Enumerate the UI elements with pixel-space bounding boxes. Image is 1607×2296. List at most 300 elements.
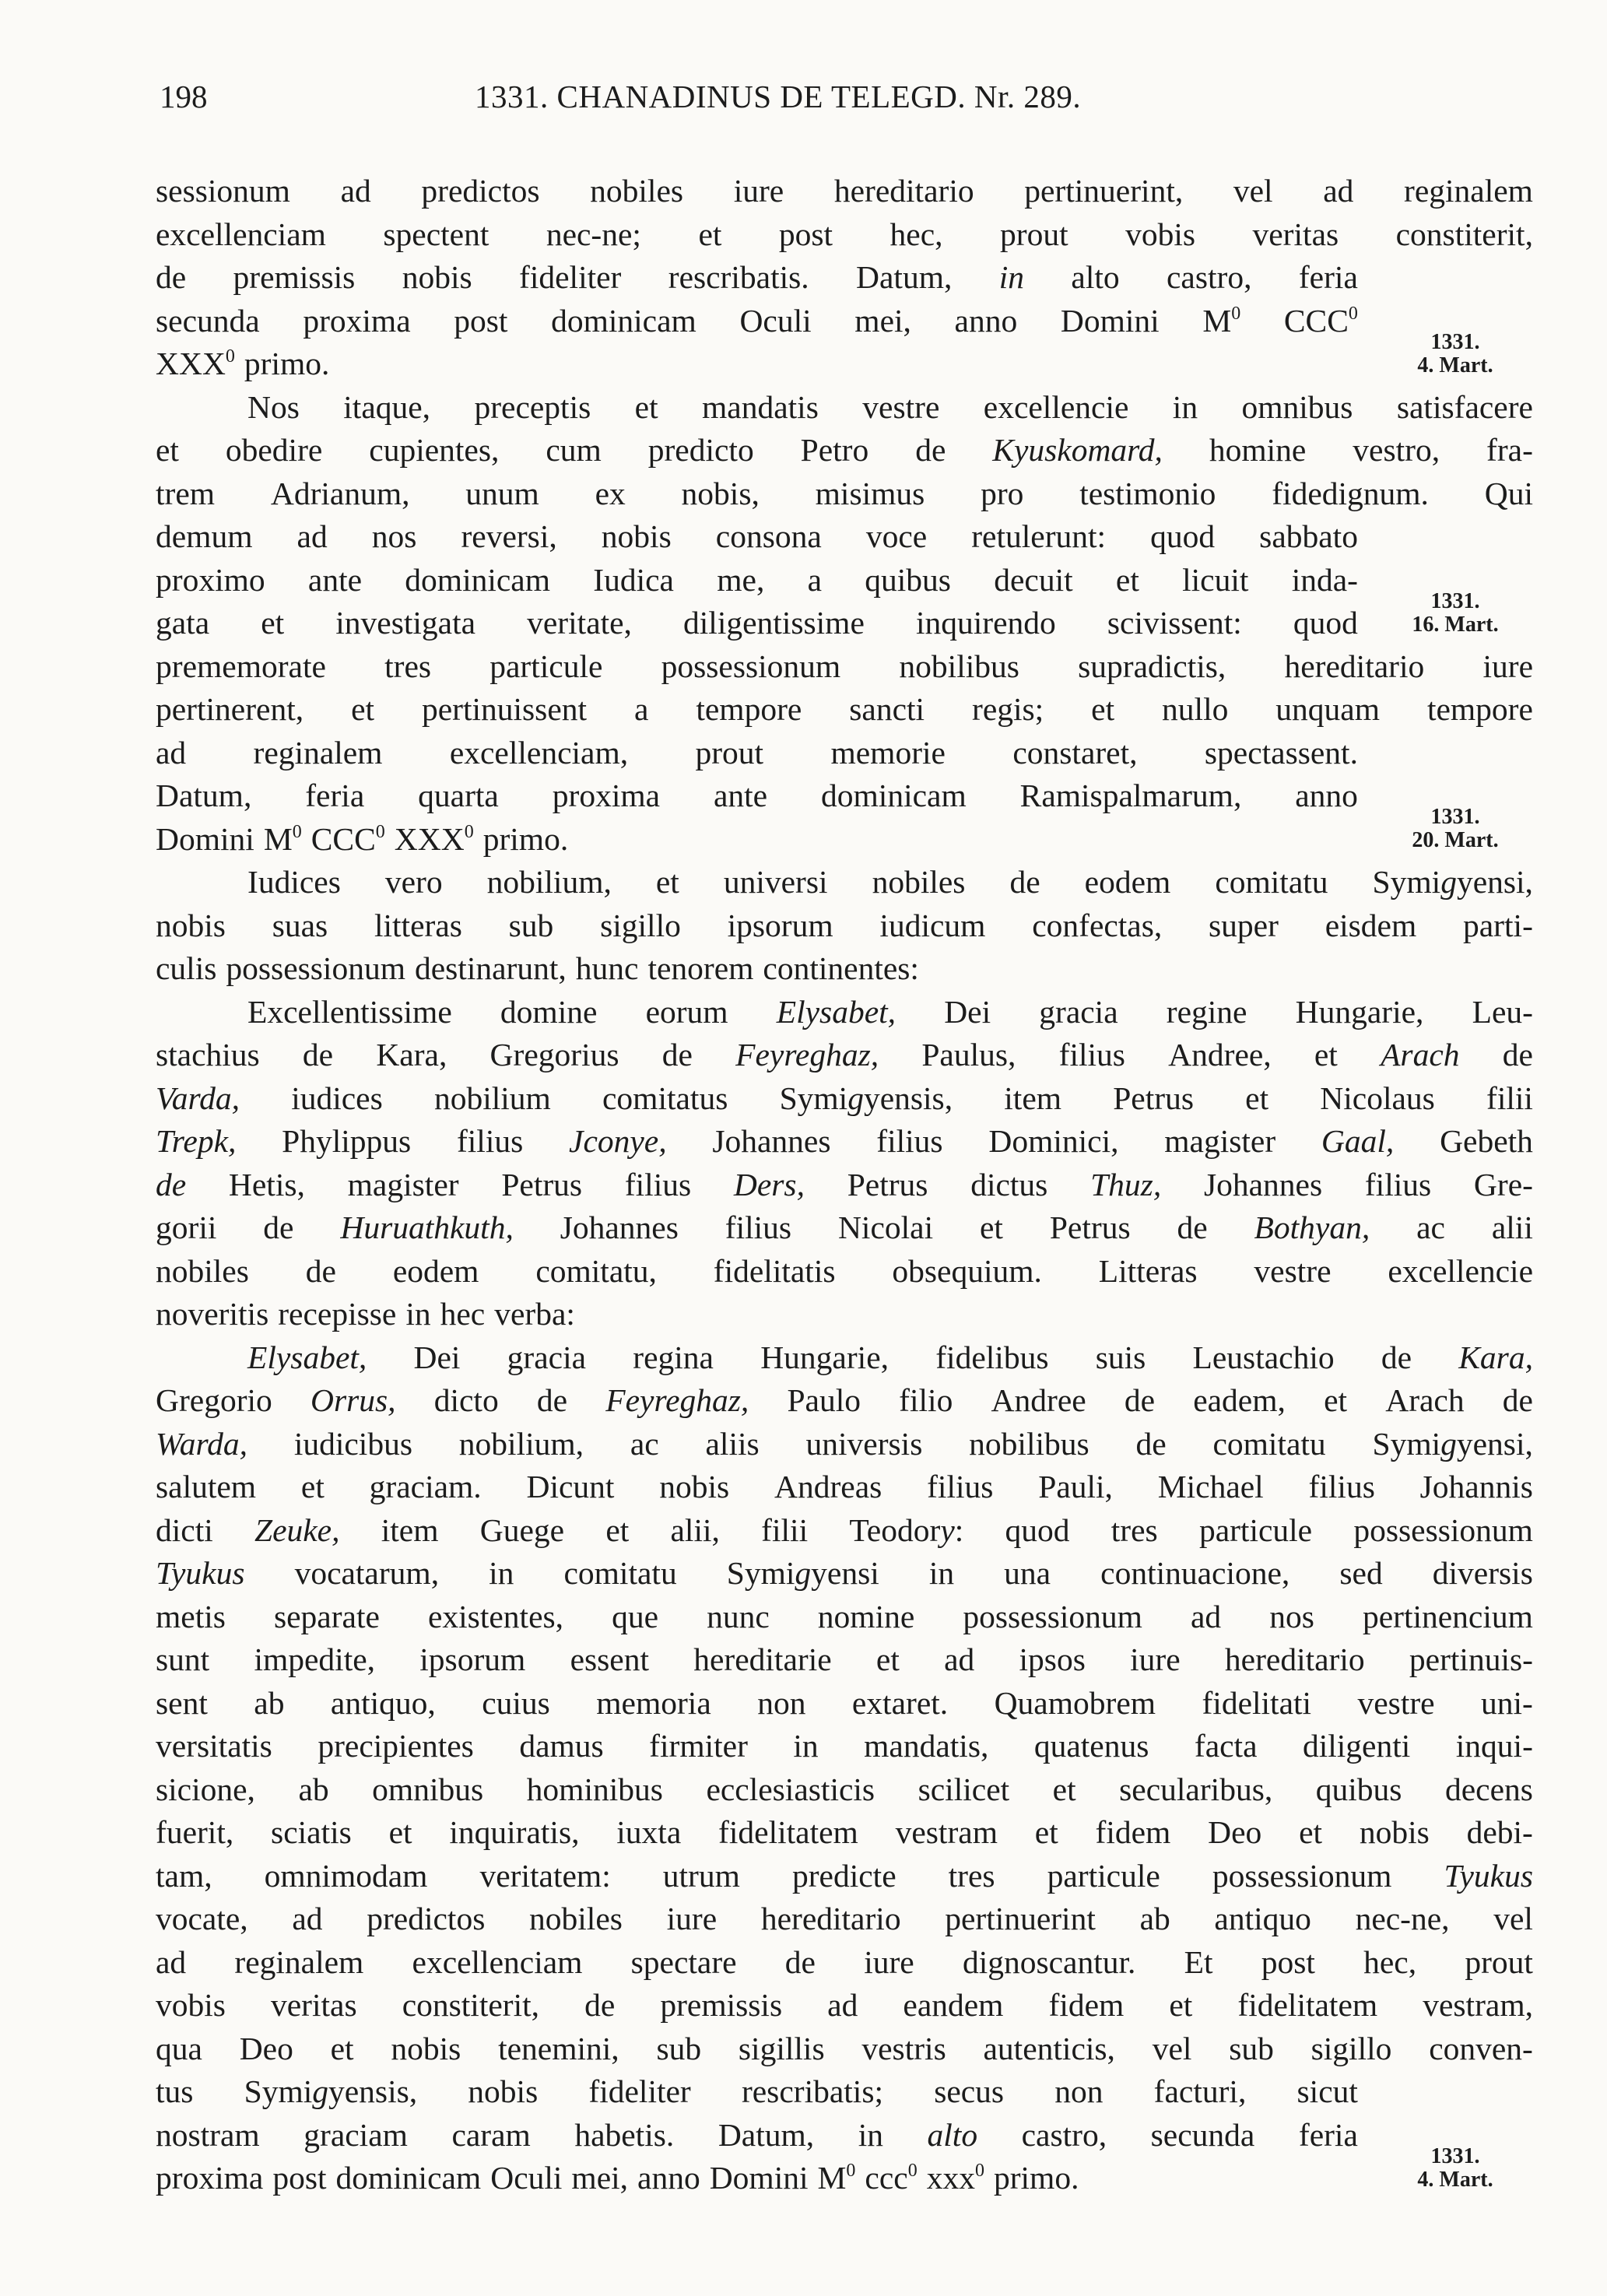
text-line [156, 472, 1533, 516]
word: facturi, [1153, 2073, 1247, 2109]
word: omnibus [1241, 388, 1353, 425]
word: ad [156, 734, 187, 771]
word: dignoscantur. [962, 1943, 1136, 1980]
word: prout [1000, 216, 1068, 252]
word: tres [948, 1857, 995, 1894]
word: iure [864, 1943, 914, 1980]
word: Dicunt [526, 1469, 615, 1504]
word: scilicet [918, 1771, 1010, 1807]
word: Excellentissime [247, 993, 452, 1030]
word: et [875, 1641, 900, 1677]
text-line [156, 1466, 1533, 1509]
word: Et [1184, 1943, 1213, 1980]
word: tempore [696, 691, 802, 727]
word: possessionum [226, 950, 405, 986]
word: nobis [1359, 1814, 1430, 1850]
word: nobis [468, 2073, 539, 2109]
text-line [156, 602, 1358, 645]
word: de [1502, 1382, 1533, 1418]
word: eorum [645, 993, 728, 1030]
word: pertinuerint, [1024, 173, 1184, 209]
word: castro, [1167, 259, 1252, 295]
word: sigillis [738, 2030, 825, 2066]
word: comitatu, [535, 1252, 657, 1289]
word: fidelitatem [1237, 1987, 1378, 2023]
word: filius [624, 1166, 692, 1202]
word: nobiles [872, 864, 966, 900]
word: que [612, 1598, 658, 1634]
word: omnibus [372, 1771, 484, 1807]
word: vel [1493, 1901, 1533, 1936]
margin-day: 20. Mart. [1412, 828, 1499, 852]
word: quod [1005, 1511, 1070, 1548]
word: eodem [1084, 864, 1171, 900]
word: iudicum [879, 907, 986, 943]
word: ac [630, 1425, 659, 1462]
word: gracia [1039, 993, 1118, 1030]
word: sancti [849, 691, 925, 727]
word: mandatis, [864, 1728, 989, 1764]
word: excellenciam, [449, 734, 629, 771]
word: $M^0$ [263, 820, 302, 857]
word: nostram [156, 2116, 260, 2153]
word: fidelibus [935, 1339, 1049, 1375]
word: misimus [815, 475, 925, 511]
word: Pauli, [1038, 1469, 1113, 1504]
word: hunc [575, 950, 639, 986]
word: iure [666, 1901, 718, 1936]
word: Gre- [1473, 1166, 1533, 1202]
word: alto [1071, 259, 1120, 295]
word: una [1004, 1555, 1051, 1591]
word: in [405, 1296, 431, 1332]
word: Kyuskomard, [992, 432, 1163, 468]
word: Symigyensis, [779, 1080, 953, 1116]
word: in [1172, 388, 1198, 425]
word: Litteras [1098, 1252, 1198, 1289]
word: Gregorius [489, 1037, 619, 1073]
word: sed [1339, 1555, 1383, 1591]
word: nobiles [529, 1901, 623, 1936]
word: excellencie [983, 388, 1129, 425]
word: suas [272, 907, 328, 943]
word: dictus [970, 1166, 1048, 1202]
word: sicione, [156, 1771, 255, 1807]
word: confectas, [1032, 907, 1163, 943]
word: et [980, 1209, 1003, 1245]
word: fuerit, [156, 1814, 234, 1850]
text-line [156, 1682, 1533, 1726]
text-line [156, 1077, 1533, 1121]
word: pro [981, 475, 1024, 511]
word: ad [156, 1943, 187, 1980]
word: Gaal, [1321, 1123, 1395, 1159]
word: Andree [991, 1382, 1086, 1418]
word: hec, [889, 216, 943, 252]
word: predictos [421, 173, 540, 209]
margin-date-note [1374, 2145, 1537, 2192]
word: Petrus [1049, 1209, 1131, 1245]
word: Kara, [1458, 1339, 1533, 1375]
word: universis [805, 1425, 923, 1462]
word: veritas [271, 1987, 357, 2023]
word: dominicam [551, 302, 696, 339]
word: vel [1152, 2030, 1192, 2066]
word: vestris [861, 2030, 946, 2066]
word: nobilium, [486, 864, 612, 900]
word: Paulus, [921, 1037, 1016, 1073]
word: Feyreghaz, [735, 1037, 879, 1073]
word: post [778, 216, 833, 252]
word: ante [713, 778, 768, 813]
word: Andree, [1168, 1037, 1272, 1073]
word: Domini [709, 2160, 809, 2196]
word: et [1324, 1382, 1348, 1418]
word: supradictis, [1078, 648, 1226, 684]
word: cupientes, [369, 432, 500, 468]
word: demum [156, 518, 253, 554]
word: fidelitati [1202, 1684, 1312, 1721]
word: de [156, 259, 187, 295]
word: nullo [1162, 691, 1229, 727]
word: et [300, 1469, 325, 1504]
word: Varda, [156, 1080, 240, 1116]
word: Petro [800, 432, 869, 468]
word: Feyreghaz, [605, 1382, 749, 1418]
text-line [156, 1120, 1533, 1164]
word: sigillo [600, 907, 681, 943]
word: damus [519, 1728, 604, 1764]
word: Ders, [733, 1166, 805, 1202]
word: alto [927, 2116, 978, 2153]
word: sicut [1296, 2073, 1358, 2109]
text-line [156, 645, 1533, 689]
word: eandem [903, 1987, 1004, 2023]
word: scivissent: [1107, 605, 1242, 641]
word: particule [489, 648, 603, 684]
word: Paulo [787, 1382, 861, 1418]
word: premissis [660, 1987, 783, 2023]
word: inquirendo [915, 605, 1056, 641]
word: in [858, 2116, 883, 2153]
word: nobilibus [899, 648, 1019, 684]
word: domine [500, 993, 598, 1030]
word: gata [156, 605, 210, 641]
word: non [757, 1684, 806, 1721]
word: Hetis, [228, 1166, 305, 1202]
word: Tyukus [1444, 1857, 1533, 1894]
word: Huruathkuth, [340, 1209, 514, 1245]
word: fidem [1048, 1987, 1125, 2023]
word: hec [440, 1296, 486, 1332]
word: nobis, [681, 475, 760, 511]
word: primo. [482, 820, 569, 857]
word: et [261, 605, 285, 641]
word: pertinerent, [156, 691, 304, 727]
word: pertinuis- [1409, 1641, 1533, 1677]
word: $M^0$ [1202, 302, 1241, 339]
word: in [998, 259, 1025, 295]
word: anno [1295, 778, 1358, 813]
text-line [156, 1206, 1533, 1250]
word: iudicibus [293, 1425, 412, 1462]
word: reginalem [234, 1943, 364, 1980]
page-number: 198 [160, 79, 208, 114]
word: fideliter [588, 2073, 691, 2109]
word: continentes: [763, 950, 919, 986]
word: de [1381, 1339, 1412, 1375]
word: nomine [817, 1598, 915, 1634]
word: alii, [670, 1511, 720, 1548]
word: hereditarie [693, 1641, 832, 1677]
word: continuacione, [1100, 1555, 1290, 1591]
word: iure [1130, 1641, 1181, 1677]
word: sabbato [1259, 518, 1358, 554]
word: et [1091, 691, 1115, 727]
word: secunda [1150, 2116, 1255, 2153]
word: parti- [1463, 907, 1533, 943]
word: $M^0$ [817, 2160, 856, 2196]
word: feria [1298, 2116, 1358, 2153]
word: Dominici, [988, 1123, 1119, 1159]
word: et [156, 432, 179, 468]
word: Tyukus [156, 1555, 245, 1591]
word: et [1314, 1037, 1338, 1073]
word: vobis [1125, 216, 1196, 252]
text-line [156, 1898, 1533, 1941]
word: Gregorio [156, 1382, 272, 1418]
word: vobis [156, 1987, 226, 2023]
text-line [156, 1164, 1533, 1207]
word: Phylippus [282, 1123, 412, 1159]
word: Petrus [501, 1166, 583, 1202]
word: nobis [659, 1469, 730, 1504]
word: facta [1194, 1728, 1258, 1764]
word: spectent [383, 216, 489, 252]
word: super [1209, 907, 1279, 943]
word: Domini [156, 820, 254, 857]
text-line [156, 732, 1358, 775]
word: obedire [225, 432, 323, 468]
word: Deo [1208, 1814, 1262, 1850]
word: de [915, 432, 946, 468]
word: cum [546, 432, 602, 468]
word: quod [1293, 605, 1358, 641]
word: non [1054, 2073, 1103, 2109]
word: de [1502, 1037, 1533, 1073]
word: fidelitatis [713, 1252, 836, 1289]
text-line [156, 2070, 1358, 2114]
word: ab [1139, 1901, 1170, 1936]
word: Symigyensis, [244, 2073, 418, 2109]
word: regine [1166, 993, 1247, 1030]
word: fidedignum. [1272, 475, 1429, 511]
word: de [584, 1987, 616, 2023]
word: destinarunt, [414, 950, 567, 986]
word: de [263, 1209, 294, 1245]
word: post [272, 2160, 327, 2196]
word: regina [633, 1339, 714, 1375]
word: conven- [1429, 2030, 1533, 2066]
word: primo. [244, 346, 330, 381]
word: vestre [1357, 1684, 1435, 1721]
text-line [156, 1250, 1533, 1294]
margin-year: 1331. [1430, 2143, 1480, 2168]
word: iure [1482, 648, 1533, 684]
word: item [381, 1511, 439, 1548]
word: nobis [402, 259, 472, 295]
word: vero [384, 864, 443, 900]
word: comitatu [1215, 864, 1328, 900]
word: hereditario [760, 1901, 901, 1936]
word: tres [1111, 1511, 1158, 1548]
word: dominicam [335, 2160, 482, 2196]
word: Johannes [712, 1123, 831, 1159]
word: primo. [993, 2160, 1079, 2196]
word: Symigyensi, [1372, 1425, 1533, 1462]
word: sciatis [271, 1814, 352, 1850]
word: hec, [1363, 1943, 1417, 1980]
word: sessionum [156, 173, 290, 209]
word: possessionum [661, 648, 841, 684]
word: excellenciam [412, 1943, 583, 1980]
word: Oculi [490, 2160, 563, 2196]
word: memoria [596, 1684, 711, 1721]
word: Symigyensi [726, 1555, 879, 1591]
word: recepisse [278, 1296, 397, 1332]
word: ex [595, 475, 626, 511]
word: comitatu [563, 1555, 677, 1591]
text-line [156, 1855, 1533, 1898]
word: possessionum [1212, 1857, 1392, 1894]
word: diversis [1432, 1555, 1533, 1591]
word: nobis [391, 2030, 461, 2066]
word: Gebeth [1440, 1123, 1533, 1159]
word: Johannis [1419, 1469, 1533, 1504]
word: nobilibus [969, 1425, 1089, 1462]
word: rescribatis; [741, 2073, 884, 2109]
word: predictos [367, 1901, 486, 1936]
word: Teodory: [849, 1511, 964, 1548]
word: proxima [552, 778, 661, 813]
word: vestram [895, 1814, 998, 1850]
word: preceptis [474, 388, 591, 425]
word: nunc [707, 1598, 770, 1634]
word: Jconye, [569, 1123, 667, 1159]
word: antiquo [1214, 1901, 1311, 1936]
word: veritate, [527, 605, 632, 641]
word: Datum, [156, 778, 252, 813]
word: magister [1164, 1123, 1276, 1159]
word: et [1299, 1814, 1323, 1850]
word: nos [1269, 1598, 1314, 1634]
word: diligenti [1302, 1728, 1411, 1764]
word: spectassent. [1204, 734, 1358, 771]
word: Warda, [156, 1425, 247, 1462]
word: CCC$^0$ [1283, 302, 1358, 339]
word: quod [1150, 518, 1216, 554]
word: mei, [854, 302, 911, 339]
word: metis [156, 1598, 226, 1634]
text-line [156, 213, 1533, 257]
word: Andreas [774, 1469, 882, 1504]
word: prememorate [156, 648, 326, 684]
word: consona [715, 518, 822, 554]
word: fidem [1095, 1814, 1171, 1850]
word: de [302, 1037, 334, 1073]
word: ad [296, 518, 328, 554]
word: habetis. [574, 2116, 675, 2153]
word: sub [1229, 2030, 1274, 2066]
word: filius [725, 1209, 792, 1245]
word: iure [733, 173, 784, 209]
word: nobis [156, 907, 226, 943]
word: ipsos [1019, 1641, 1086, 1677]
text-line [156, 2114, 1358, 2157]
word: autenticis, [983, 2030, 1115, 2066]
word: Arach [1381, 1037, 1460, 1073]
word: in [793, 1728, 819, 1764]
word: licuit [1182, 561, 1249, 598]
word: tam, [156, 1857, 212, 1894]
word: firmiter [649, 1728, 748, 1764]
word: eadem, [1193, 1382, 1286, 1418]
word: et [351, 691, 375, 727]
word: XXX$^0$ [156, 346, 235, 381]
word: prout [1465, 1943, 1533, 1980]
text-line [156, 1509, 1533, 1553]
word: Nos [247, 388, 300, 425]
word: nobilium, [458, 1425, 584, 1462]
word: de [1124, 1382, 1156, 1418]
word: iuxta [616, 1814, 682, 1850]
word: decens [1444, 1771, 1533, 1807]
word: tenemini, [498, 2030, 619, 2066]
word: Johannes [1203, 1166, 1323, 1202]
word: Quamobrem [994, 1684, 1156, 1721]
word: XXX$^0$ [394, 820, 474, 857]
word: filii [1486, 1080, 1533, 1116]
word: et [1115, 561, 1139, 598]
word: de [536, 1382, 568, 1418]
word: debi- [1466, 1814, 1533, 1850]
word: Nicolaus [1320, 1080, 1435, 1116]
word: itaque, [343, 388, 431, 425]
word: veritatem: [479, 1857, 611, 1894]
word: excellenciam [156, 216, 326, 252]
text-line [156, 386, 1533, 430]
word: item [1004, 1080, 1062, 1116]
margin-day: 4. Mart. [1417, 2167, 1493, 2192]
word: filius [456, 1123, 524, 1159]
word: qua [156, 2030, 202, 2066]
text-line [156, 1552, 1533, 1596]
word: filius [1364, 1166, 1432, 1202]
word: a [807, 561, 823, 598]
word: quatenus [1033, 1728, 1149, 1764]
word: proxima [303, 302, 411, 339]
text-line [156, 1293, 1533, 1336]
word: hominibus [526, 1771, 663, 1807]
word: in [928, 1555, 955, 1591]
word: regis; [972, 691, 1044, 727]
word: eodem [392, 1252, 479, 1289]
text-line [156, 1984, 1533, 2027]
word: de [784, 1943, 816, 1980]
margin-date-note [1374, 806, 1537, 852]
word: nec-ne; [546, 216, 641, 252]
word: de [305, 1252, 336, 1289]
